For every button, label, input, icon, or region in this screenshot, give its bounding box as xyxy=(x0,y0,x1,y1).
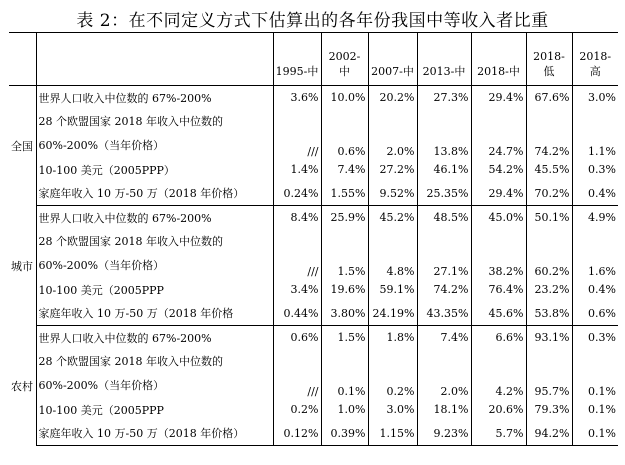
value-cell: 3.0% xyxy=(588,91,616,105)
value-cell: 3.0% xyxy=(368,398,417,422)
value-cell: 74.2% xyxy=(526,110,572,158)
value-cell: 1.15% xyxy=(368,422,417,446)
table-row xyxy=(9,302,618,326)
table-row xyxy=(9,182,618,206)
value-cell: 93.1% xyxy=(526,326,572,350)
value-cell: 0.2% xyxy=(368,350,417,398)
table-row xyxy=(9,422,618,446)
value-cell: 19.6% xyxy=(321,278,368,302)
value-cell: 43.35% xyxy=(417,302,471,326)
value-cell: 46.1% xyxy=(417,158,471,182)
value-cell: 59.1% xyxy=(368,278,417,302)
column-header: 2018-高 xyxy=(572,33,618,86)
value-cell: 0.4% xyxy=(588,283,616,296)
value-cell: 24.7% xyxy=(471,110,526,158)
value-cell: 45.2% xyxy=(368,206,417,230)
header-group-cell xyxy=(9,33,36,86)
value-cell: 2.0% xyxy=(368,110,417,158)
table-row xyxy=(9,206,618,230)
value-cell: 4.2% xyxy=(471,350,526,398)
value-cell: 23.2% xyxy=(526,278,572,302)
value-cell: 10.0% xyxy=(321,86,368,110)
value-cell: 94.2% xyxy=(526,422,572,446)
value-cell: 0.6% xyxy=(321,110,368,158)
value-cell: 7.4% xyxy=(417,326,471,350)
indicator-label: 家庭年收入 10 万-50 万（2018 年价格） xyxy=(36,422,273,446)
income-share-table xyxy=(9,32,618,446)
indicator-label: 家庭年收入 10 万-50 万（2018 年价格） xyxy=(36,182,273,206)
value-cell: 95.7% xyxy=(526,350,572,398)
indicator-label: 家庭年收入 10 万-50 万（2018 年价格 xyxy=(36,302,273,326)
value-cell: 0.12% xyxy=(273,422,321,446)
value-cell: 29.4% xyxy=(471,182,526,206)
value-cell: 0.4% xyxy=(572,182,618,206)
value-cell: 60.2% xyxy=(526,230,572,278)
value-cell: 18.1% xyxy=(417,398,471,422)
value-cell: 48.5% xyxy=(417,206,471,230)
value-cell: 9.52% xyxy=(368,182,417,206)
table-row xyxy=(9,278,618,302)
column-header: 2002-中 xyxy=(321,33,368,86)
table-row xyxy=(9,326,618,350)
indicator-label: 10-100 美元（2005PPP xyxy=(36,398,273,422)
value-cell: 0.3% xyxy=(588,331,616,345)
value-cell: 0.6% xyxy=(572,302,618,326)
value-cell: 6.6% xyxy=(471,326,526,350)
value-cell: 24.19% xyxy=(368,302,417,326)
value-cell: 27.2% xyxy=(368,158,417,182)
indicator-label: 10-100 美元（2005PPP xyxy=(36,278,273,302)
value-cell: 27.1% xyxy=(417,230,471,278)
value-cell: 1.5% xyxy=(321,230,368,278)
value-cell: 0.2% xyxy=(273,398,321,422)
value-cell: 2.0% xyxy=(417,350,471,398)
value-cell: /// xyxy=(273,230,321,278)
value-cell: 4.9% xyxy=(588,211,616,225)
value-cell: 74.2% xyxy=(417,278,471,302)
value-cell: 38.2% xyxy=(471,230,526,278)
table-row xyxy=(9,398,618,422)
value-cell: 0.1% xyxy=(572,422,618,446)
table-row xyxy=(9,350,618,398)
column-header: 1995-中 xyxy=(273,33,321,86)
value-cell: 1.0% xyxy=(321,398,368,422)
header-indicator-cell xyxy=(36,33,273,86)
value-cell: 29.4% xyxy=(471,86,526,110)
value-cell: 20.6% xyxy=(471,398,526,422)
value-cell: 9.23% xyxy=(417,422,471,446)
value-cell: 25.9% xyxy=(321,206,368,230)
table-row xyxy=(9,158,618,182)
value-cell: 5.7% xyxy=(471,422,526,446)
indicator-label: 28 个欧盟国家 2018 年收入中位数的 60%-200%（当年价格） xyxy=(36,230,273,278)
value-cell: 1.4% xyxy=(273,158,321,182)
value-cell: 0.1% xyxy=(321,350,368,398)
table-row xyxy=(9,110,618,158)
value-cell: 4.8% xyxy=(368,230,417,278)
table-row xyxy=(9,86,618,110)
value-cell: 0.6% xyxy=(273,326,321,350)
value-cell: 45.5% xyxy=(526,158,572,182)
value-cell: /// xyxy=(273,110,321,158)
value-cell: 8.4% xyxy=(273,206,321,230)
value-cell: 45.0% xyxy=(471,206,526,230)
indicator-label: 世界人口收入中位数的 67%-200% xyxy=(36,326,273,350)
value-cell: 0.1% xyxy=(588,403,616,416)
value-cell: 27.3% xyxy=(417,86,471,110)
value-cell: 25.35% xyxy=(417,182,471,206)
group-label: 全国 xyxy=(9,86,36,206)
value-cell: 1.6% xyxy=(588,264,616,278)
value-cell: 0.44% xyxy=(273,302,321,326)
value-cell: 7.4% xyxy=(321,158,368,182)
indicator-label: 28 个欧盟国家 2018 年收入中位数的 60%-200%（当年价格） xyxy=(36,350,273,398)
value-cell: 53.8% xyxy=(526,302,572,326)
value-cell: 3.4% xyxy=(273,278,321,302)
value-cell: 0.39% xyxy=(321,422,368,446)
value-cell: 20.2% xyxy=(368,86,417,110)
column-header: 2007-中 xyxy=(368,33,417,86)
value-cell: 1.1% xyxy=(588,144,616,158)
value-cell: 76.4% xyxy=(471,278,526,302)
indicator-label: 世界人口收入中位数的 67%-200% xyxy=(36,206,273,230)
value-cell: /// xyxy=(273,350,321,398)
indicator-label: 10-100 美元（2005PPP） xyxy=(36,158,273,182)
value-cell: 45.6% xyxy=(471,302,526,326)
group-label: 农村 xyxy=(9,326,36,446)
value-cell: 0.24% xyxy=(273,182,321,206)
value-cell: 13.8% xyxy=(417,110,471,158)
column-header: 2018-低 xyxy=(526,33,572,86)
value-cell: 3.80% xyxy=(321,302,368,326)
column-header: 2018-中 xyxy=(471,33,526,86)
value-cell: 50.1% xyxy=(526,206,572,230)
value-cell: 1.5% xyxy=(321,326,368,350)
value-cell: 0.1% xyxy=(588,384,616,398)
indicator-label: 世界人口收入中位数的 67%-200% xyxy=(36,86,273,110)
value-cell: 1.55% xyxy=(321,182,368,206)
value-cell: 0.3% xyxy=(588,163,616,176)
group-label: 城市 xyxy=(9,206,36,326)
indicator-label: 28 个欧盟国家 2018 年收入中位数的 60%-200%（当年价格） xyxy=(36,110,273,158)
column-header: 2013-中 xyxy=(417,33,471,86)
table-title: 表 2：在不同定义方式下估算出的各年份我国中等收入者比重 xyxy=(76,11,549,31)
value-cell: 1.8% xyxy=(368,326,417,350)
header-row xyxy=(9,33,618,86)
value-cell: 3.6% xyxy=(273,86,321,110)
value-cell: 67.6% xyxy=(526,86,572,110)
value-cell: 79.3% xyxy=(526,398,572,422)
value-cell: 54.2% xyxy=(471,158,526,182)
table-row xyxy=(9,230,618,278)
value-cell: 70.2% xyxy=(526,182,572,206)
